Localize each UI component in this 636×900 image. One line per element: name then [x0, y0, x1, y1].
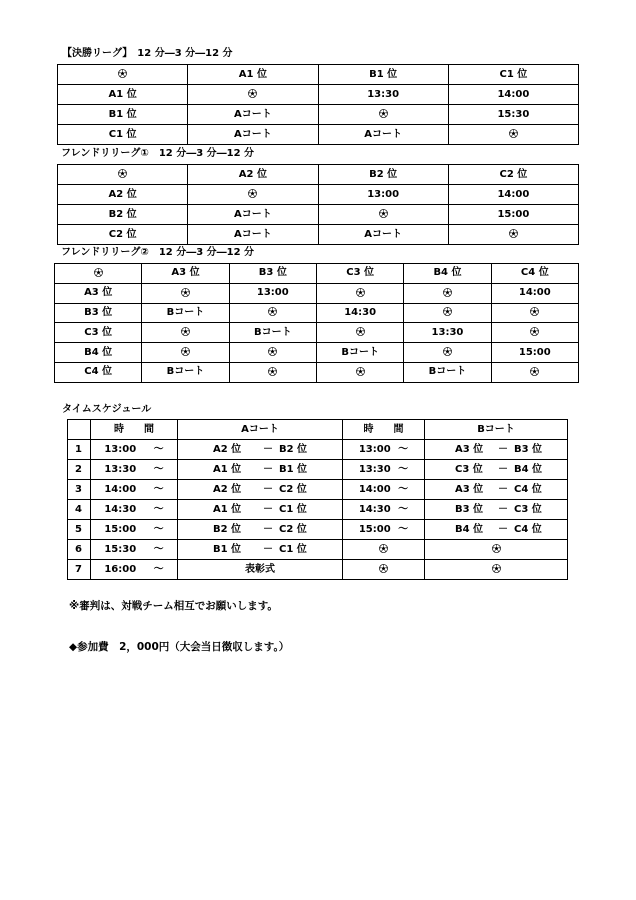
match-separator: －: [263, 543, 273, 555]
match-cell: 13:30: [404, 323, 491, 343]
match-cell: Bコート: [142, 303, 229, 323]
match-cell: 15:00: [448, 205, 578, 225]
header-row: [55, 264, 579, 284]
team-away: B2 位: [279, 443, 308, 455]
soccer-ball-icon: [118, 169, 127, 178]
row-header: C3 位: [55, 323, 142, 343]
court-b-match: [425, 440, 568, 460]
soccer-ball-icon: [443, 347, 452, 356]
soccer-ball-icon: [379, 544, 388, 553]
soccer-ball-icon: [248, 89, 257, 98]
soccer-ball-icon: [509, 129, 518, 138]
team-home: A2 位: [213, 483, 242, 495]
soccer-ball-icon: [268, 347, 277, 356]
match-cell: 14:00: [448, 185, 578, 205]
table-row: [58, 85, 579, 105]
soccer-ball-icon: [181, 288, 190, 297]
court-a-time: 16:00 ～: [91, 560, 178, 580]
match-cell: [491, 362, 578, 382]
team-home: B2 位: [213, 523, 242, 535]
column-header: B1 位: [318, 65, 448, 85]
row-number: 7: [68, 560, 91, 580]
row-number: 5: [68, 520, 91, 540]
match-separator: －: [498, 463, 508, 475]
soccer-ball-icon: [379, 564, 388, 573]
match-cell: [142, 283, 229, 303]
soccer-ball-icon: [181, 327, 190, 336]
schedule-row: [68, 460, 568, 480]
soccer-ball-icon: [356, 367, 365, 376]
schedule-row: [68, 440, 568, 460]
row-header: B4 位: [55, 343, 142, 363]
match-cell: 13:30: [318, 85, 448, 105]
team-home: A3 位: [455, 483, 484, 495]
time-schedule-title: タイムスケジュール: [62, 404, 152, 415]
court-a-match: [178, 480, 343, 500]
team-home: B4 位: [455, 523, 484, 535]
soccer-ball-icon: [118, 69, 127, 78]
table-row: [58, 125, 579, 145]
soccer-ball-icon: [356, 327, 365, 336]
final-league-title: 【決勝リーグ】 12 分―3 分―12 分: [62, 48, 233, 59]
row-header: A3 位: [55, 283, 142, 303]
match-separator: －: [498, 523, 508, 535]
court-b-match: [425, 560, 568, 580]
team-away: C1 位: [279, 503, 307, 515]
court-a-match: 表彰式: [178, 560, 343, 580]
court-b-time-header: 時 間: [343, 420, 425, 440]
match-separator: －: [263, 463, 273, 475]
soccer-ball-icon: [248, 189, 257, 198]
final-league-table: [57, 64, 579, 145]
team-away: C1 位: [279, 543, 307, 555]
row-header: B1 位: [58, 105, 188, 125]
match-cell: Aコート: [318, 125, 448, 145]
team-away: B1 位: [279, 463, 308, 475]
match-cell: 15:30: [448, 105, 578, 125]
match-cell: [229, 343, 316, 363]
table-row: [58, 225, 579, 245]
match-cell: [448, 225, 578, 245]
soccer-ball-icon: [492, 564, 501, 573]
match-cell: [188, 85, 318, 105]
table-row: [55, 283, 579, 303]
match-separator: －: [263, 443, 273, 455]
friendly-league-2-table: [54, 263, 579, 383]
schedule-row: [68, 540, 568, 560]
entry-fee-note: ◆参加費 2，000円（大会当日徴収します。）: [69, 641, 290, 653]
soccer-ball-icon: [268, 367, 277, 376]
team-home: A1 位: [213, 463, 242, 475]
column-header: A2 位: [188, 165, 318, 185]
court-b-time: 13:30 ～: [343, 460, 425, 480]
court-b-time: 14:00 ～: [343, 480, 425, 500]
court-a-match: [178, 460, 343, 480]
team-away: C2 位: [279, 483, 307, 495]
court-a-time: 14:30 ～: [91, 500, 178, 520]
match-cell: 14:30: [316, 303, 403, 323]
row-number: 4: [68, 500, 91, 520]
column-header: C4 位: [491, 264, 578, 284]
match-cell: [188, 185, 318, 205]
match-cell: Bコート: [316, 343, 403, 363]
time-schedule-table: [67, 419, 568, 580]
header-row: [58, 65, 579, 85]
court-a-time: 13:30 ～: [91, 460, 178, 480]
soccer-ball-icon: [356, 288, 365, 297]
team-away: C2 位: [279, 523, 307, 535]
court-a-time-header: 時 間: [91, 420, 178, 440]
match-cell: [318, 105, 448, 125]
soccer-ball-icon: [379, 109, 388, 118]
court-b-header: Bコート: [425, 420, 568, 440]
match-cell: [316, 283, 403, 303]
soccer-ball-icon: [530, 367, 539, 376]
header-row: [58, 165, 579, 185]
column-header: C1 位: [448, 65, 578, 85]
match-cell: [229, 362, 316, 382]
team-away: C3 位: [514, 503, 542, 515]
friendly-league-1-title: フレンドリリーグ① 12 分―3 分―12 分: [61, 148, 255, 159]
match-cell: Aコート: [188, 125, 318, 145]
row-number: 2: [68, 460, 91, 480]
court-a-time: 13:00 ～: [91, 440, 178, 460]
row-number: 3: [68, 480, 91, 500]
row-header: A2 位: [58, 185, 188, 205]
match-cell: 13:00: [229, 283, 316, 303]
row-header: B3 位: [55, 303, 142, 323]
soccer-ball-icon: [94, 268, 103, 277]
soccer-ball-icon: [268, 307, 277, 316]
soccer-ball-icon: [530, 327, 539, 336]
match-cell: Aコート: [188, 225, 318, 245]
match-cell: [318, 205, 448, 225]
row-number-header: [68, 420, 91, 440]
court-b-time: [343, 540, 425, 560]
column-header: B2 位: [318, 165, 448, 185]
match-cell: [142, 343, 229, 363]
row-header: B2 位: [58, 205, 188, 225]
row-header: C1 位: [58, 125, 188, 145]
match-cell: [316, 323, 403, 343]
match-cell: [142, 323, 229, 343]
match-cell: [448, 125, 578, 145]
court-b-time: [343, 560, 425, 580]
match-cell: 13:00: [318, 185, 448, 205]
match-separator: －: [263, 483, 273, 495]
match-cell: Aコート: [318, 225, 448, 245]
team-away: B4 位: [514, 463, 543, 475]
match-cell: Bコート: [142, 362, 229, 382]
court-b-time: 13:00 ～: [343, 440, 425, 460]
court-a-time: 15:00 ～: [91, 520, 178, 540]
soccer-ball-icon: [443, 307, 452, 316]
row-number: 1: [68, 440, 91, 460]
match-cell: Bコート: [229, 323, 316, 343]
match-cell: Aコート: [188, 105, 318, 125]
soccer-ball-icon: [379, 209, 388, 218]
row-header: C2 位: [58, 225, 188, 245]
team-away: C4 位: [514, 523, 542, 535]
table-row: [55, 362, 579, 382]
team-away: C4 位: [514, 483, 542, 495]
schedule-header-row: [68, 420, 568, 440]
court-b-match: [425, 520, 568, 540]
soccer-ball-icon: [530, 307, 539, 316]
table-row: [55, 323, 579, 343]
team-home: C3 位: [455, 463, 483, 475]
schedule-row: [68, 480, 568, 500]
match-separator: －: [498, 503, 508, 515]
table-row: [58, 105, 579, 125]
match-cell: [491, 303, 578, 323]
column-header: C2 位: [448, 165, 578, 185]
column-header: B4 位: [404, 264, 491, 284]
schedule-row: [68, 500, 568, 520]
soccer-ball-icon: [181, 347, 190, 356]
match-separator: －: [263, 523, 273, 535]
court-a-match: [178, 520, 343, 540]
court-b-time: 14:30 ～: [343, 500, 425, 520]
row-header: A1 位: [58, 85, 188, 105]
match-cell: [316, 362, 403, 382]
referee-note: ※審判は、対戦チーム相互でお願いします。: [69, 600, 278, 612]
court-a-time: 15:30 ～: [91, 540, 178, 560]
column-header: A3 位: [142, 264, 229, 284]
match-cell: 15:00: [491, 343, 578, 363]
match-separator: －: [498, 483, 508, 495]
column-header: C3 位: [316, 264, 403, 284]
team-home: B3 位: [455, 503, 484, 515]
court-a-match: [178, 500, 343, 520]
column-header: [58, 65, 188, 85]
match-cell: [491, 323, 578, 343]
match-cell: [404, 343, 491, 363]
match-cell: [404, 283, 491, 303]
soccer-ball-icon: [509, 229, 518, 238]
court-b-match: [425, 500, 568, 520]
team-away: B3 位: [514, 443, 543, 455]
row-header: C4 位: [55, 362, 142, 382]
soccer-ball-icon: [492, 544, 501, 553]
team-home: B1 位: [213, 543, 242, 555]
column-header: [55, 264, 142, 284]
court-b-time: 15:00 ～: [343, 520, 425, 540]
court-b-match: [425, 460, 568, 480]
team-home: A1 位: [213, 503, 242, 515]
match-cell: [229, 303, 316, 323]
match-separator: －: [263, 503, 273, 515]
table-row: [55, 303, 579, 323]
friendly-league-2-title: フレンドリリーグ② 12 分―3 分―12 分: [61, 247, 255, 258]
match-cell: Bコート: [404, 362, 491, 382]
column-header: B3 位: [229, 264, 316, 284]
schedule-row: [68, 560, 568, 580]
team-home: A2 位: [213, 443, 242, 455]
column-header: A1 位: [188, 65, 318, 85]
friendly-league-1-table: [57, 164, 579, 245]
court-a-header: Aコート: [178, 420, 343, 440]
schedule-row: [68, 520, 568, 540]
match-cell: Aコート: [188, 205, 318, 225]
table-row: [58, 205, 579, 225]
court-b-match: [425, 480, 568, 500]
court-a-time: 14:00 ～: [91, 480, 178, 500]
court-a-match: [178, 440, 343, 460]
match-separator: －: [498, 443, 508, 455]
table-row: [55, 343, 579, 363]
court-b-match: [425, 540, 568, 560]
match-cell: 14:00: [491, 283, 578, 303]
column-header: [58, 165, 188, 185]
row-number: 6: [68, 540, 91, 560]
team-home: A3 位: [455, 443, 484, 455]
soccer-ball-icon: [443, 288, 452, 297]
court-a-match: [178, 540, 343, 560]
table-row: [58, 185, 579, 205]
match-cell: [404, 303, 491, 323]
match-cell: 14:00: [448, 85, 578, 105]
